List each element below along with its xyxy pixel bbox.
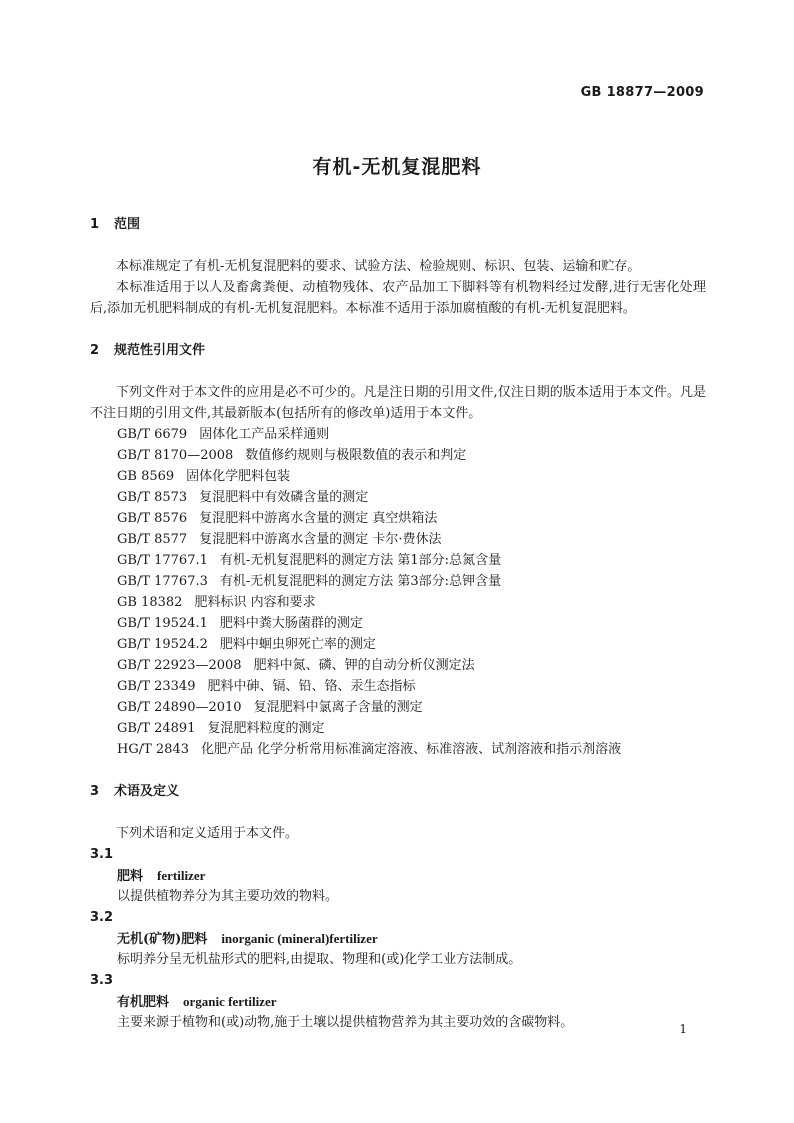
reference-title: 有机-无机复混肥料的测定方法 第3部分:总钾含量 xyxy=(219,574,502,589)
reference-title: 复混肥料中氯离子含量的测定 xyxy=(253,700,423,715)
term-en: inorganic (mineral)fertilizer xyxy=(221,931,378,946)
reference-title: 化肥产品 化学分析常用标准滴定溶液、标准溶液、试剂溶液和指示剂溶液 xyxy=(201,742,622,757)
section-number: 2 xyxy=(90,343,100,358)
term-number: 3.3 xyxy=(90,973,114,988)
standard-number: GB 18877—2009 xyxy=(580,85,704,100)
reference-code: GB/T 23349 xyxy=(117,679,196,694)
term-number: 3.1 xyxy=(90,847,114,862)
reference-list xyxy=(90,424,706,760)
section-number: 3 xyxy=(90,784,100,799)
term-entry xyxy=(90,970,706,1033)
reference-code: GB/T 8170—2008 xyxy=(117,448,234,463)
term-definition: 主要来源于植物和(或)动物,施于土壤以提供植物营养为其主要功效的含碳物料。 xyxy=(117,1015,574,1030)
term-zh: 肥料 xyxy=(117,869,144,884)
reference-title: 数值修约规则与极限数值的表示和判定 xyxy=(245,448,467,463)
term-name xyxy=(90,991,706,1012)
reference-code: GB/T 22923—2008 xyxy=(117,658,242,673)
term-name xyxy=(90,865,706,886)
reference-item xyxy=(90,592,706,613)
document-body xyxy=(90,214,706,1033)
section-heading-normative-references xyxy=(90,340,706,361)
reference-title: 有机-无机复混肥料的测定方法 第1部分:总氮含量 xyxy=(219,553,502,568)
reference-title: 复混肥料中游离水含量的测定 卡尔·费休法 xyxy=(199,532,442,547)
term-entry xyxy=(90,907,706,970)
reference-item xyxy=(90,550,706,571)
reference-title: 肥料中蛔虫卵死亡率的测定 xyxy=(219,637,376,652)
references-intro: 下列文件对于本文件的应用是必不可少的。凡是注日期的引用文件,仅注日期的版本适用于本文件。凡是不注日期的引用文件,其最新版本(包括所有的修改单)适用于本文件。 xyxy=(90,385,706,421)
reference-item xyxy=(90,676,706,697)
reference-item xyxy=(90,445,706,466)
reference-title: 复混肥料中有效磷含量的测定 xyxy=(199,490,369,505)
reference-item xyxy=(90,529,706,550)
term-en: organic fertilizer xyxy=(183,994,277,1009)
term-entry xyxy=(90,844,706,907)
term-zh: 有机肥料 xyxy=(117,995,170,1010)
section-heading-scope xyxy=(90,214,706,235)
reference-code: GB/T 17767.1 xyxy=(117,553,208,568)
reference-item xyxy=(90,487,706,508)
reference-code: GB 18382 xyxy=(117,595,183,610)
term-en: fertilizer xyxy=(157,868,206,883)
reference-title: 固体化学肥料包装 xyxy=(186,469,291,484)
reference-title: 复混肥料粒度的测定 xyxy=(207,721,325,736)
scope-paragraph-1: 本标准规定了有机-无机复混肥料的要求、试验方法、检验规则、标识、包装、运输和贮存。 xyxy=(116,259,641,274)
reference-item xyxy=(90,571,706,592)
reference-code: GB/T 17767.3 xyxy=(117,574,208,589)
page-number: 1 xyxy=(679,1022,687,1036)
reference-code: GB/T 8577 xyxy=(117,532,188,547)
term-number: 3.2 xyxy=(90,910,114,925)
reference-title: 肥料标识 内容和要求 xyxy=(194,595,316,610)
reference-code: GB/T 8576 xyxy=(117,511,188,526)
reference-item xyxy=(90,613,706,634)
reference-code: HG/T 2843 xyxy=(117,742,189,757)
terms-intro: 下列术语和定义适用于本文件。 xyxy=(116,826,299,841)
term-definition: 标明养分呈无机盐形式的肥料,由提取、物理和(或)化学工业方法制成。 xyxy=(117,952,522,967)
section-title: 规范性引用文件 xyxy=(114,343,206,358)
reference-code: GB/T 19524.1 xyxy=(117,616,208,631)
reference-title: 肥料中粪大肠菌群的测定 xyxy=(219,616,363,631)
reference-code: GB/T 24890—2010 xyxy=(117,700,242,715)
reference-item xyxy=(90,424,706,445)
section-heading-terms-definitions xyxy=(90,781,706,802)
term-name xyxy=(90,928,706,949)
reference-code: GB 8569 xyxy=(117,469,175,484)
term-definition: 以提供植物养分为其主要功效的物料。 xyxy=(117,889,339,904)
reference-item xyxy=(90,739,706,760)
section-title: 术语及定义 xyxy=(114,784,180,799)
reference-title: 复混肥料中游离水含量的测定 真空烘箱法 xyxy=(199,511,438,526)
reference-code: GB/T 19524.2 xyxy=(117,637,208,652)
section-title: 范围 xyxy=(114,217,141,232)
reference-item xyxy=(90,718,706,739)
section-number: 1 xyxy=(90,217,100,232)
reference-code: GB/T 8573 xyxy=(117,490,188,505)
reference-title: 肥料中砷、镉、铅、铬、汞生态指标 xyxy=(207,679,416,694)
reference-title: 固体化工产品采样通则 xyxy=(199,427,330,442)
reference-item xyxy=(90,697,706,718)
document-title: 有机-无机复混肥料 xyxy=(312,156,482,178)
reference-title: 肥料中氮、磷、钾的自动分析仪测定法 xyxy=(253,658,475,673)
reference-item xyxy=(90,655,706,676)
reference-code: GB/T 6679 xyxy=(117,427,188,442)
reference-item xyxy=(90,634,706,655)
scope-paragraph-2: 本标准适用于以人及畜禽粪便、动植物残体、农产品加工下脚料等有机物料经过发酵,进行无害化处理后,添加无机肥料制成的有机-无机复混肥料。本标准不适用于添加腐植酸的有机-无机复混肥料。 xyxy=(90,280,706,316)
reference-item xyxy=(90,508,706,529)
reference-item xyxy=(90,466,706,487)
term-zh: 无机(矿物)肥料 xyxy=(117,932,208,947)
reference-code: GB/T 24891 xyxy=(117,721,196,736)
